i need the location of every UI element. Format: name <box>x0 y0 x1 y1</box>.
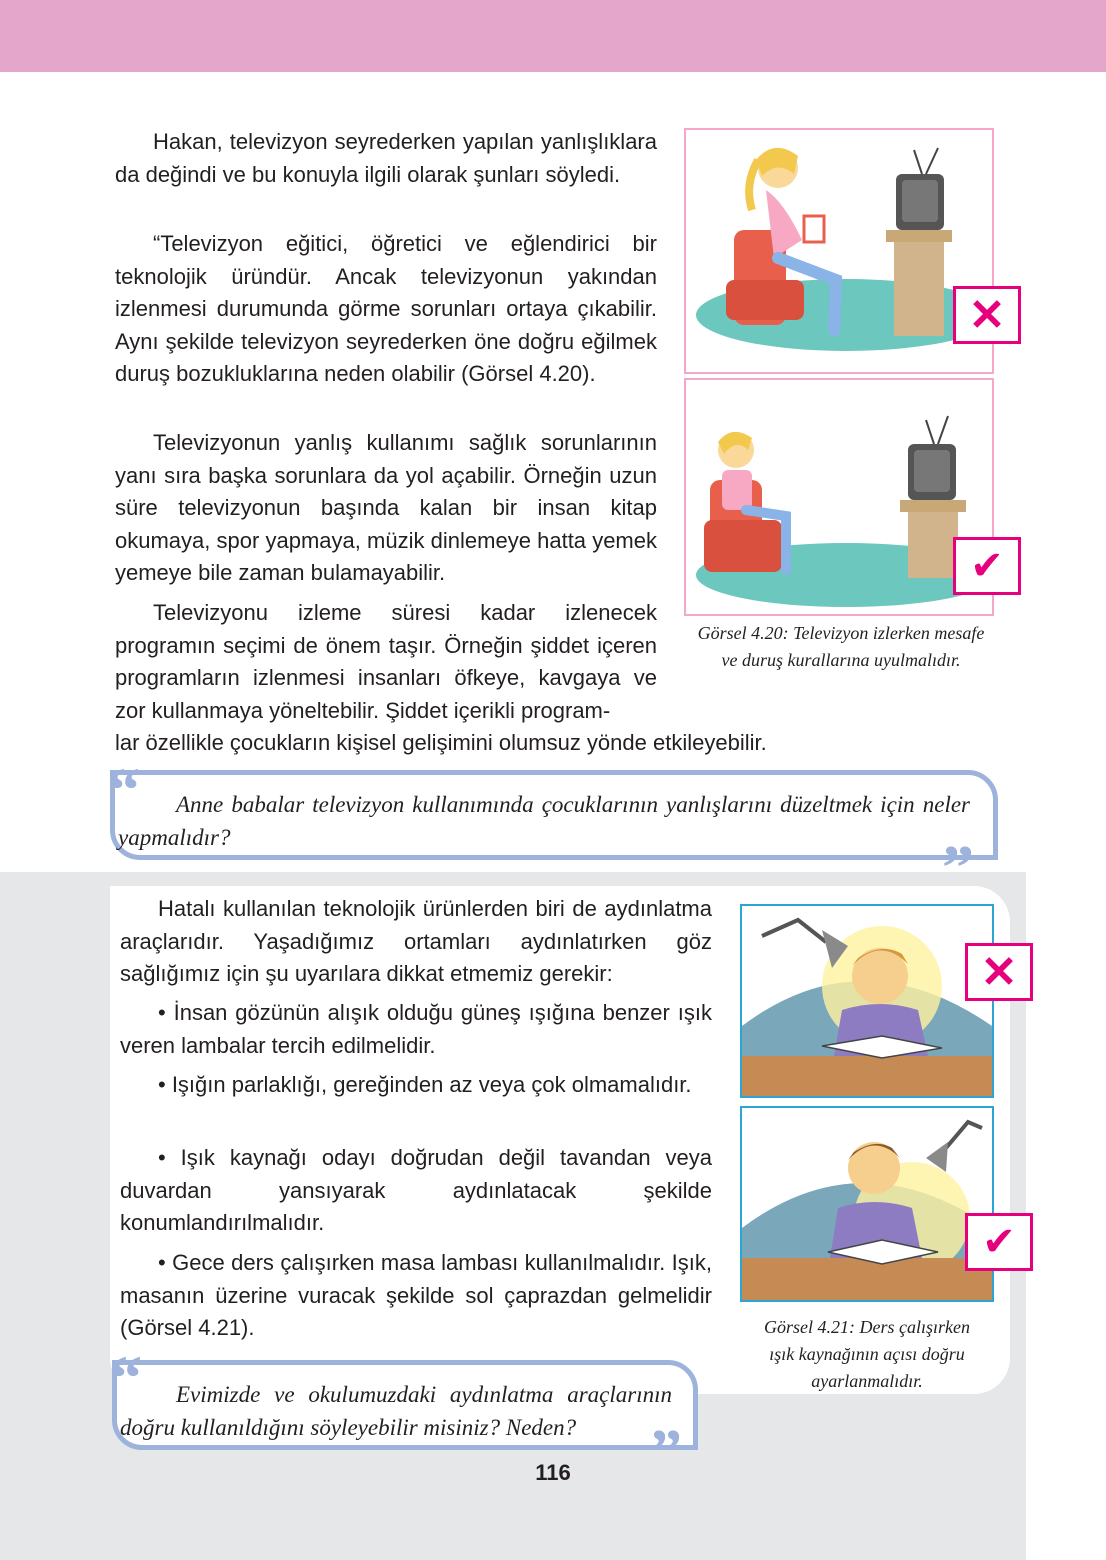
right-mark-glyph: ✔ <box>970 544 1004 588</box>
wrong-mark-glyph-2: ✕ <box>980 947 1018 997</box>
wrong-mark-icon-lamp <box>965 943 1033 1001</box>
paragraph-program-choice-end: lar özellikle çocukların kişisel gelişimini olumsuz yönde etkileyebilir. <box>115 730 767 755</box>
close-quote-icon-2: ” <box>650 1416 682 1487</box>
paragraph-tv-misuse: Televizyonun yanlış kullanımı sağlık sorunlarının yanı sıra başka sorunlara da yol açabilir. Örneğin uzun süre televizyonun başında kalan bir insan kitap okumaya, spor yapmaya, müzik dinlemeye hatta yemek yemeye bile zaman bulamayabilir. <box>115 430 657 586</box>
bullet-sunlight-lamps: • İnsan gözünün alışık olduğu güneş ışığına benzer ışık veren lambalar tercih edilmelidir. <box>120 1000 712 1058</box>
question-text-1: Anne babalar televizyon kullanımında çocuklarının yanlışlarını düzeltmek için neler yapmalıdır? <box>118 792 970 850</box>
right-mark-icon-tv <box>953 537 1021 595</box>
paragraph-program-choice: Televizyonu izleme süresi kadar izlenecek programın seçimi de önem taşır. Örneğin şiddet içeren programların izlenmesi insanları öfkeye, kavgaya ve zor kullanmaya yöneltebilir. Şiddet içerikli program- <box>115 600 657 723</box>
question-text-2: Evimizde ve okulumuzdaki aydınlatma araçlarının doğru kullanıldığını söyleyebilir misiniz? Neden? <box>120 1382 672 1440</box>
bullet-indirect-light: • Işık kaynağı odayı doğrudan değil tavandan veya duvardan yansıyarak aydınlatacak şekilde konumlandırılmalıdır. <box>120 1145 712 1236</box>
tv-wrong-illustration <box>686 130 992 372</box>
open-quote-icon-1: “ <box>108 754 140 825</box>
lamp-wrong-illustration <box>742 906 992 1096</box>
wrong-mark-glyph: ✕ <box>968 290 1006 340</box>
bullet-brightness: • Işığın parlaklığı, gereğinden az veya çok olmamalıdır. <box>158 1072 692 1097</box>
tv-right-illustration <box>686 380 992 614</box>
figure-tv-wrong <box>684 128 994 374</box>
paragraph-intro: Hakan, televizyon seyrederken yapılan yanlışlıklara da değindi ve bu konuyla ilgili olarak şunları söyledi. <box>115 129 657 187</box>
bullet-desk-lamp: • Gece ders çalışırken masa lambası kullanılmalıdır. Işık, masanın üzerine vuracak şekilde sol çaprazdan gelmelidir (Görsel 4.21). <box>120 1250 712 1341</box>
open-quote-icon-2: “ <box>110 1342 142 1413</box>
caption-figure-4-20: Görsel 4.20: Televizyon izlerken mesafe ve duruş kurallarına uyulmalıdır. <box>697 623 985 670</box>
figure-lamp-wrong <box>740 904 994 1098</box>
page-number: 116 <box>535 1460 571 1485</box>
paragraph-tv-benefits: “Televizyon eğitici, öğretici ve eğlendirici bir teknolojik üründür. Ancak televizyonun yakından izlenmesi durumunda görme sorunları ortaya çıkabilir. Aynı şekilde televizyon seyrederken öne doğru eğilmek duruş bozukluklarına neden olabilir (Görsel 4.20). <box>115 231 657 387</box>
top-color-band <box>0 0 1106 72</box>
right-mark-icon-lamp <box>965 1213 1033 1271</box>
figure-lamp-right <box>740 1106 994 1302</box>
figure-tv-right <box>684 378 994 616</box>
right-mark-glyph-2: ✔ <box>982 1220 1016 1264</box>
close-quote-icon-1: ” <box>942 832 974 903</box>
lamp-right-illustration <box>742 1108 992 1300</box>
paragraph-lighting-intro: Hatalı kullanılan teknolojik ürünlerden biri de aydınlatma araçlarıdır. Yaşadığımız ortamları aydınlatırken göz sağlığımız için şu uyarılara dikkat etmemiz gerekir: <box>120 896 712 987</box>
caption-figure-4-21: Görsel 4.21: Ders çalışırken ışık kaynağının açısı doğru ayarlanmalıdır. <box>764 1317 970 1391</box>
wrong-mark-icon-tv <box>953 286 1021 344</box>
